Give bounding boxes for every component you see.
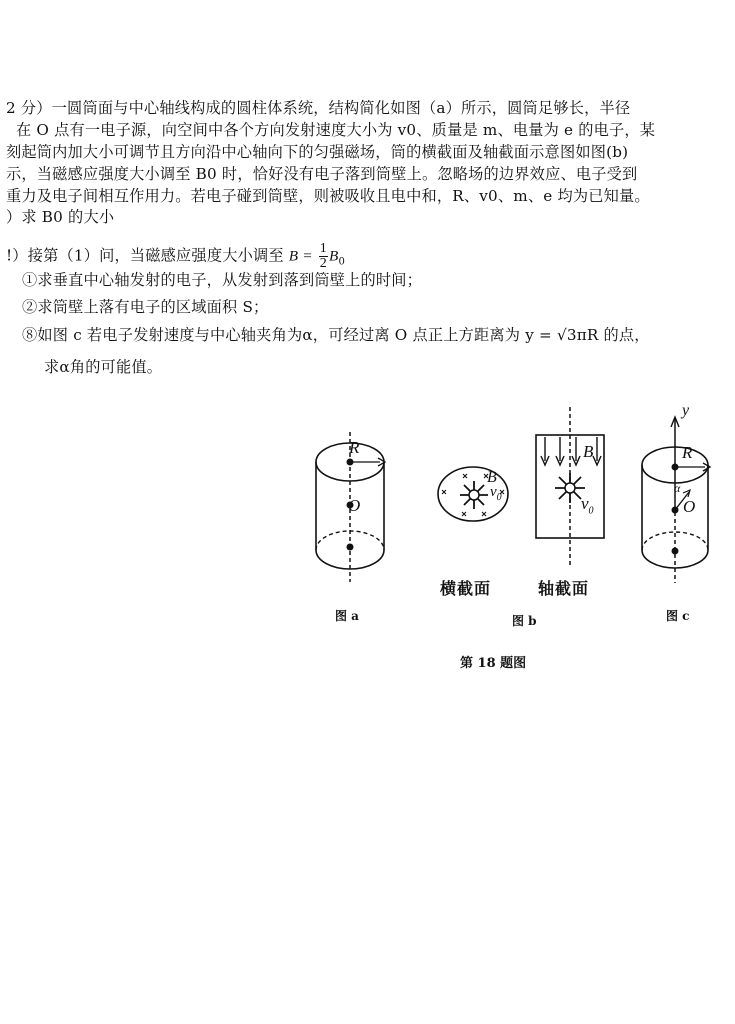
question-line-3: 刻起筒内加大小可调节且方向沿中心轴向下的匀强磁场，筒的横截面及轴截面示意图如图(b): [6, 143, 629, 161]
fig-c-caption: 图 c: [666, 609, 690, 623]
question-part-2: [6, 242, 345, 273]
v-symbol: v: [581, 494, 589, 513]
figure-c-cylinder: [625, 405, 735, 590]
fig-c-label-y: y: [682, 402, 690, 419]
v-symbol: v: [490, 484, 497, 500]
formula-rhs-sub: 0: [338, 256, 346, 268]
part-2-prefix: !）接第（1）问，当磁感应强度大小调至: [6, 246, 284, 265]
fig-b-cross-label-v0: [490, 484, 502, 503]
v-subscript: 0: [588, 505, 594, 517]
fig-c-label-o: O: [683, 497, 696, 516]
fig-c-label-r: R: [682, 443, 693, 462]
figure-b-cross-section: [430, 460, 520, 530]
sub-question-3: ⑧如图 c 若电子发射速度与中心轴夹角为α，可经过离 O 点正上方距离为 y = √3πR 的点，: [22, 326, 650, 344]
question-line-4: 示，当磁感应强度大小调至 B0 时，恰好没有电子落到筒壁上。忽略场的边界效应、电子受到: [6, 165, 638, 183]
sub-question-2: ②求筒壁上落有电子的区域面积 S；: [22, 298, 269, 316]
question-line-2: 在 O 点有一电子源，向空间中各个方向发射速度大小为 v0、质量是 m、电量为 e 的电子，某: [16, 121, 656, 139]
sub-question-1: ①求垂直中心轴发射的电子，从发射到落到筒壁上的时间；: [22, 271, 423, 289]
figure-b-axial-section: [530, 405, 610, 570]
fig-b-caption: 图 b: [512, 614, 537, 628]
fig-b-axial-label-v0: [581, 494, 594, 516]
formula-lhs: B =: [288, 247, 313, 265]
sub-question-3-cont: 求α角的可能值。: [44, 358, 163, 376]
fig-a-label-r: R: [349, 438, 360, 457]
fig-c-label-alpha: α: [674, 481, 681, 495]
question-line-1: 2 分）一圆筒面与中心轴线构成的圆柱体系统，结构简化如图（a）所示，圆筒足够长，半径: [6, 99, 631, 117]
question-line-5: 重力及电子间相互作用力。若电子碰到筒壁，则被吸收且电中和，R、v0、m、e 均为已知量。: [6, 187, 650, 205]
v-subscript: 0: [496, 492, 502, 503]
cross-section-label: 横截面: [440, 579, 492, 598]
fig-a-label-o: O: [348, 496, 361, 515]
formula-rhs: B: [328, 247, 339, 265]
fraction-numerator: 1: [319, 241, 327, 256]
overall-figure-caption: 第 18 题图: [460, 656, 527, 671]
fig-b-cross-label-b: B: [487, 469, 497, 486]
fig-b-axial-label-b: B: [583, 442, 594, 461]
formula-fraction: [319, 242, 328, 271]
question-part-1: ）求 B0 的大小: [6, 208, 115, 226]
fig-a-caption: 图 a: [335, 609, 359, 623]
axial-section-label: 轴截面: [538, 579, 590, 598]
fraction-denominator: 2: [319, 256, 327, 271]
